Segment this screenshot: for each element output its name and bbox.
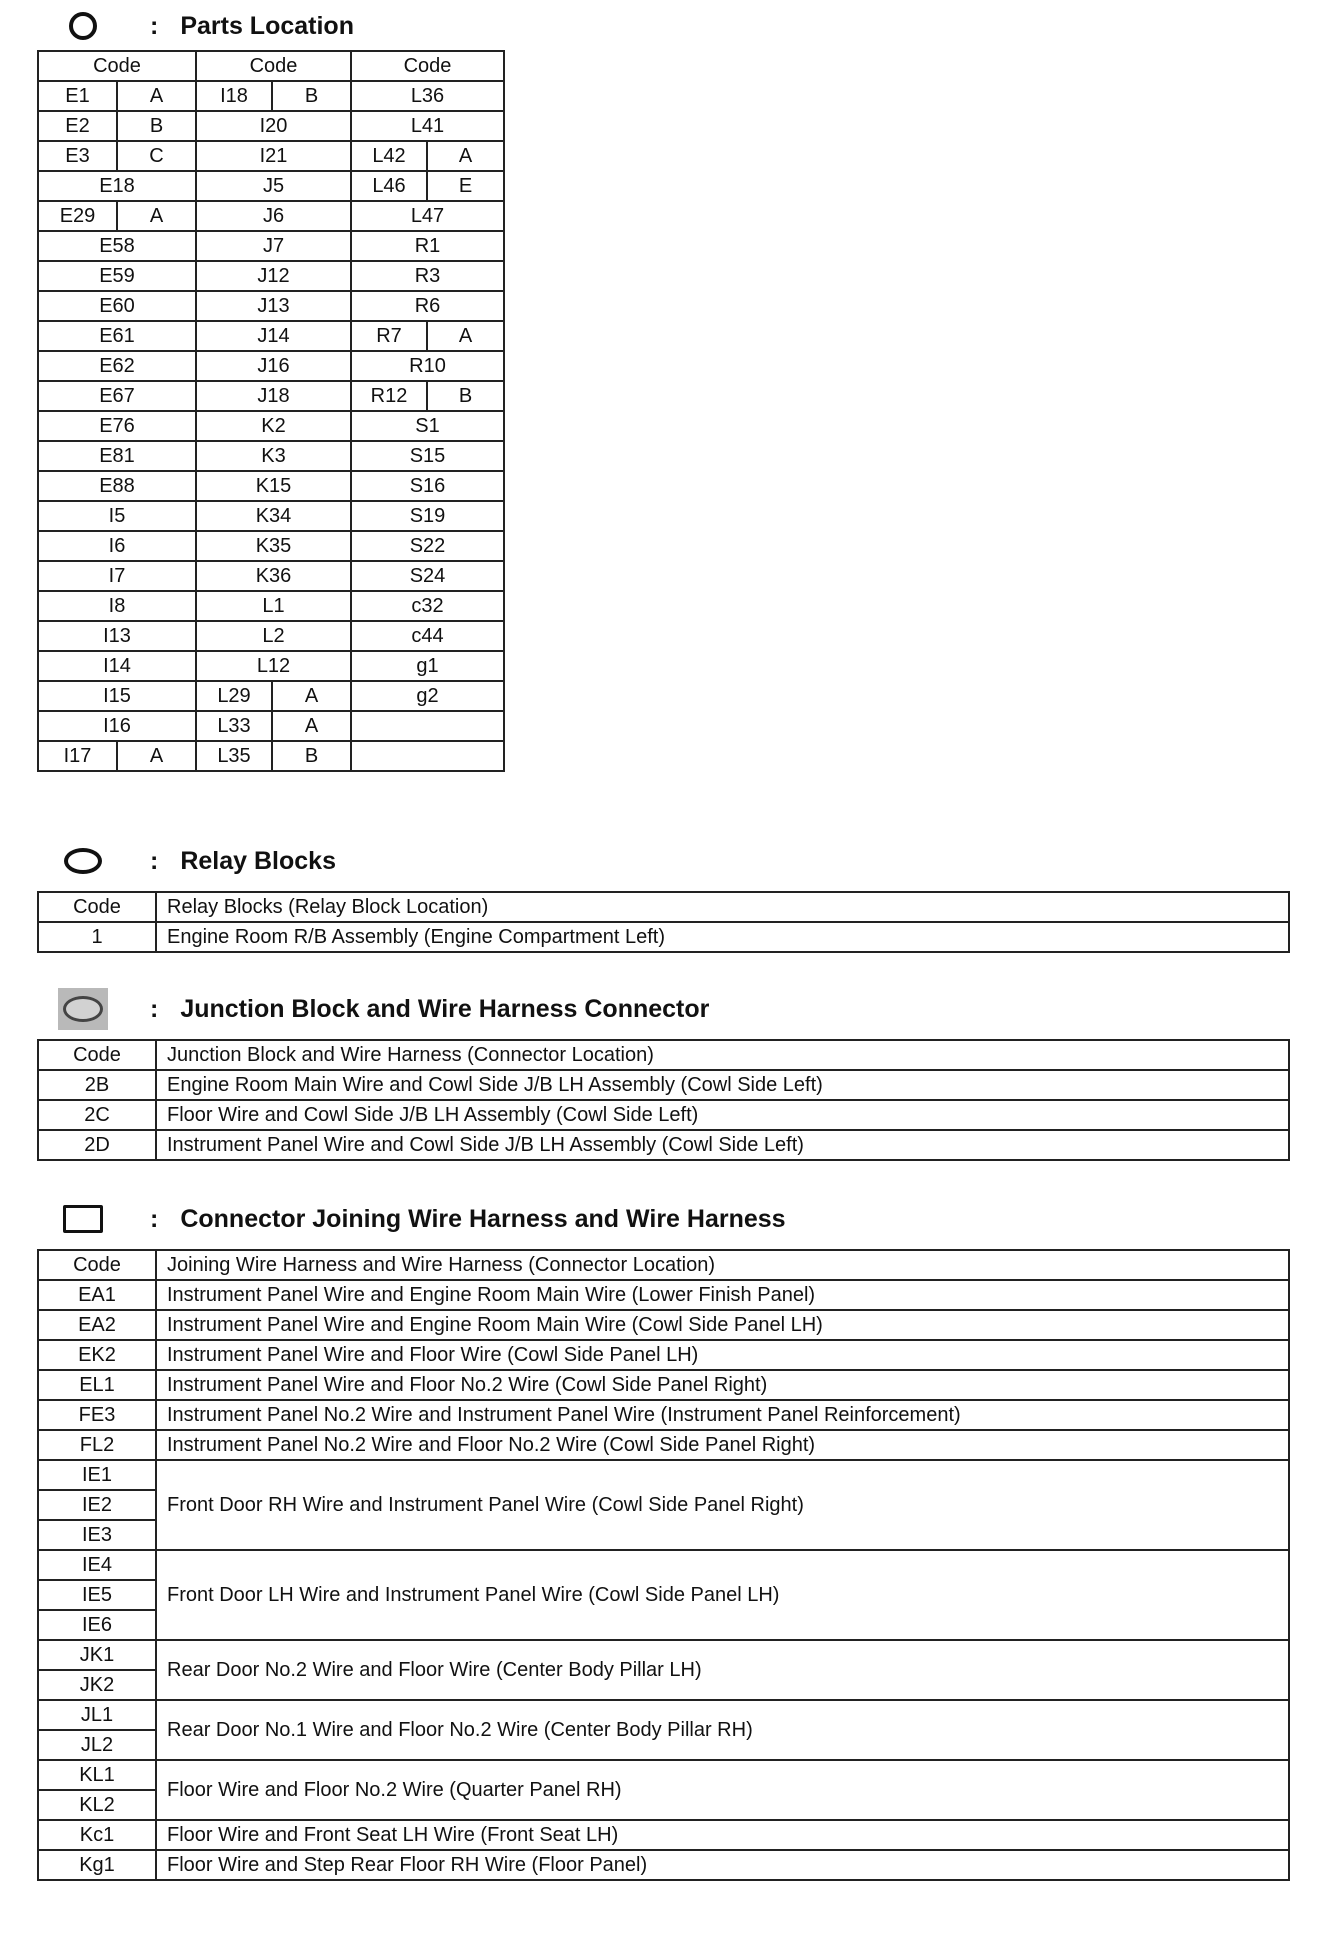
connector-location: Front Door RH Wire and Instrument Panel Wire (Cowl Side Panel Right) bbox=[156, 1460, 1289, 1550]
part-code bbox=[351, 711, 504, 741]
parts-location-title: Parts Location bbox=[180, 11, 354, 40]
column-header: Code bbox=[196, 51, 351, 81]
connector-location: Rear Door No.1 Wire and Floor No.2 Wire (Center Body Pillar RH) bbox=[156, 1700, 1289, 1760]
part-code: E62 bbox=[38, 351, 196, 381]
part-code: E29 bbox=[38, 201, 117, 231]
connector-code: FE3 bbox=[38, 1400, 156, 1430]
part-code: I5 bbox=[38, 501, 196, 531]
part-code: I18 bbox=[196, 81, 272, 111]
connector-code: 2C bbox=[38, 1100, 156, 1130]
part-code: E60 bbox=[38, 291, 196, 321]
table-row bbox=[38, 81, 504, 111]
parts-location-table bbox=[37, 50, 505, 772]
part-code: I7 bbox=[38, 561, 196, 591]
connector-code: FL2 bbox=[38, 1430, 156, 1460]
connector-code: EL1 bbox=[38, 1370, 156, 1400]
connector-code: IE1 bbox=[38, 1460, 156, 1490]
part-code: I21 bbox=[196, 141, 351, 171]
connector-joining-table bbox=[37, 1249, 1290, 1881]
connector-location: Engine Room Main Wire and Cowl Side J/B LH Assembly (Cowl Side Left) bbox=[156, 1070, 1289, 1100]
rectangle-symbol-icon bbox=[58, 1199, 108, 1239]
table-row bbox=[38, 351, 504, 381]
table-row bbox=[38, 1820, 1289, 1850]
part-code: I16 bbox=[38, 711, 196, 741]
connector-location: Instrument Panel Wire and Cowl Side J/B LH Assembly (Cowl Side Left) bbox=[156, 1130, 1289, 1160]
part-code: L1 bbox=[196, 591, 351, 621]
part-code: c32 bbox=[351, 591, 504, 621]
part-code: R7 bbox=[351, 321, 427, 351]
connector-location: Front Door LH Wire and Instrument Panel Wire (Cowl Side Panel LH) bbox=[156, 1550, 1289, 1640]
part-code: J16 bbox=[196, 351, 351, 381]
part-code: S15 bbox=[351, 441, 504, 471]
connector-code: JL2 bbox=[38, 1730, 156, 1760]
part-code: J18 bbox=[196, 381, 351, 411]
parts-location-heading: : Parts Location bbox=[58, 4, 354, 48]
part-code: E58 bbox=[38, 231, 196, 261]
part-variant: A bbox=[427, 141, 504, 171]
connector-code: IE5 bbox=[38, 1580, 156, 1610]
part-code: g2 bbox=[351, 681, 504, 711]
connector-location: Floor Wire and Front Seat LH Wire (Front Seat LH) bbox=[156, 1820, 1289, 1850]
table-row bbox=[38, 922, 1289, 952]
connector-location: Engine Room R/B Assembly (Engine Compartment Left) bbox=[156, 922, 1289, 952]
column-header: Code bbox=[351, 51, 504, 81]
connector-joining-title: Connector Joining Wire Harness and Wire Harness bbox=[180, 1204, 786, 1233]
part-code: K3 bbox=[196, 441, 351, 471]
table-row bbox=[38, 321, 504, 351]
table-row bbox=[38, 711, 504, 741]
part-variant: B bbox=[117, 111, 196, 141]
table-row bbox=[38, 441, 504, 471]
part-code: R3 bbox=[351, 261, 504, 291]
connector-location: Instrument Panel Wire and Engine Room Main Wire (Lower Finish Panel) bbox=[156, 1280, 1289, 1310]
part-code: J7 bbox=[196, 231, 351, 261]
table-row bbox=[38, 111, 504, 141]
connector-code: IE4 bbox=[38, 1550, 156, 1580]
connector-code: KL2 bbox=[38, 1790, 156, 1820]
part-code: c44 bbox=[351, 621, 504, 651]
part-code: I14 bbox=[38, 651, 196, 681]
connector-code: JK2 bbox=[38, 1670, 156, 1700]
code-header: Code bbox=[38, 1250, 156, 1280]
connector-code: KL1 bbox=[38, 1760, 156, 1790]
connector-location: Instrument Panel Wire and Engine Room Main Wire (Cowl Side Panel LH) bbox=[156, 1310, 1289, 1340]
connector-code: 2B bbox=[38, 1070, 156, 1100]
part-code: K35 bbox=[196, 531, 351, 561]
connector-code: IE6 bbox=[38, 1610, 156, 1640]
connector-code: Kg1 bbox=[38, 1850, 156, 1880]
part-code: K15 bbox=[196, 471, 351, 501]
table-row bbox=[38, 1130, 1289, 1160]
part-code: R6 bbox=[351, 291, 504, 321]
connector-location: Floor Wire and Cowl Side J/B LH Assembly (Cowl Side Left) bbox=[156, 1100, 1289, 1130]
connector-code: 1 bbox=[38, 922, 156, 952]
table-row bbox=[38, 1280, 1289, 1310]
part-code: E81 bbox=[38, 441, 196, 471]
part-variant: E bbox=[427, 171, 504, 201]
part-code: S19 bbox=[351, 501, 504, 531]
part-code: R12 bbox=[351, 381, 427, 411]
table-row bbox=[38, 1460, 1289, 1490]
part-variant: A bbox=[272, 711, 351, 741]
table-row bbox=[38, 1400, 1289, 1430]
connector-code: Kc1 bbox=[38, 1820, 156, 1850]
part-code: I20 bbox=[196, 111, 351, 141]
part-variant: A bbox=[427, 321, 504, 351]
part-code: E59 bbox=[38, 261, 196, 291]
connector-code: JK1 bbox=[38, 1640, 156, 1670]
table-row bbox=[38, 591, 504, 621]
table-row bbox=[38, 1340, 1289, 1370]
part-code: L29 bbox=[196, 681, 272, 711]
connector-code: EA2 bbox=[38, 1310, 156, 1340]
part-code: S22 bbox=[351, 531, 504, 561]
table-row bbox=[38, 1310, 1289, 1340]
part-code: E18 bbox=[38, 171, 196, 201]
table-header-row bbox=[38, 51, 504, 81]
part-code: S24 bbox=[351, 561, 504, 591]
connector-location: Instrument Panel No.2 Wire and Instrument Panel Wire (Instrument Panel Reinforcement) bbox=[156, 1400, 1289, 1430]
part-variant: B bbox=[272, 81, 351, 111]
connector-code: 2D bbox=[38, 1130, 156, 1160]
table-row bbox=[38, 1370, 1289, 1400]
location-header: Relay Blocks (Relay Block Location) bbox=[156, 892, 1289, 922]
location-header: Joining Wire Harness and Wire Harness (Connector Location) bbox=[156, 1250, 1289, 1280]
connector-code: EA1 bbox=[38, 1280, 156, 1310]
part-code bbox=[351, 741, 504, 771]
part-code: J13 bbox=[196, 291, 351, 321]
part-code: E61 bbox=[38, 321, 196, 351]
part-code: I15 bbox=[38, 681, 196, 711]
part-code: J5 bbox=[196, 171, 351, 201]
part-code: L33 bbox=[196, 711, 272, 741]
table-header-row bbox=[38, 892, 1289, 922]
connector-code: EK2 bbox=[38, 1340, 156, 1370]
connector-code: IE2 bbox=[38, 1490, 156, 1520]
part-code: L46 bbox=[351, 171, 427, 201]
table-row bbox=[38, 471, 504, 501]
table-row bbox=[38, 1700, 1289, 1730]
part-code: L36 bbox=[351, 81, 504, 111]
circle-symbol-icon bbox=[58, 6, 108, 46]
part-code: J12 bbox=[196, 261, 351, 291]
table-row bbox=[38, 501, 504, 531]
part-code: I17 bbox=[38, 741, 117, 771]
part-code: L2 bbox=[196, 621, 351, 651]
junction-block-heading: : Junction Block and Wire Harness Connector bbox=[58, 987, 709, 1031]
part-code: J14 bbox=[196, 321, 351, 351]
table-row bbox=[38, 531, 504, 561]
table-row bbox=[38, 651, 504, 681]
part-code: I8 bbox=[38, 591, 196, 621]
part-code: I6 bbox=[38, 531, 196, 561]
part-code: E67 bbox=[38, 381, 196, 411]
relay-blocks-heading: : Relay Blocks bbox=[58, 839, 336, 883]
part-variant: A bbox=[117, 741, 196, 771]
part-code: E88 bbox=[38, 471, 196, 501]
location-header: Junction Block and Wire Harness (Connector Location) bbox=[156, 1040, 1289, 1070]
part-code: E3 bbox=[38, 141, 117, 171]
part-code: E76 bbox=[38, 411, 196, 441]
junction-block-title: Junction Block and Wire Harness Connector bbox=[180, 994, 710, 1023]
part-code: L41 bbox=[351, 111, 504, 141]
connector-joining-heading: : Connector Joining Wire Harness and Wire Harness bbox=[58, 1197, 786, 1241]
relay-blocks-title: Relay Blocks bbox=[180, 846, 336, 875]
table-header-row bbox=[38, 1250, 1289, 1280]
table-row bbox=[38, 261, 504, 291]
part-code: E1 bbox=[38, 81, 117, 111]
code-header: Code bbox=[38, 1040, 156, 1070]
table-row bbox=[38, 141, 504, 171]
shaded-oval-symbol-icon bbox=[58, 989, 108, 1029]
part-code: R10 bbox=[351, 351, 504, 381]
table-row bbox=[38, 1430, 1289, 1460]
part-code: K2 bbox=[196, 411, 351, 441]
connector-location: Instrument Panel Wire and Floor No.2 Wire (Cowl Side Panel Right) bbox=[156, 1370, 1289, 1400]
table-row bbox=[38, 1640, 1289, 1670]
column-header: Code bbox=[38, 51, 196, 81]
table-row bbox=[38, 681, 504, 711]
part-code: S16 bbox=[351, 471, 504, 501]
table-row bbox=[38, 1070, 1289, 1100]
table-header-row bbox=[38, 1040, 1289, 1070]
part-variant: B bbox=[427, 381, 504, 411]
part-code: g1 bbox=[351, 651, 504, 681]
part-code: E2 bbox=[38, 111, 117, 141]
table-row bbox=[38, 1100, 1289, 1130]
relay-blocks-table bbox=[37, 891, 1290, 953]
table-row bbox=[38, 1760, 1289, 1790]
part-variant: B bbox=[272, 741, 351, 771]
table-row bbox=[38, 411, 504, 441]
part-code: J6 bbox=[196, 201, 351, 231]
part-variant: A bbox=[272, 681, 351, 711]
table-row bbox=[38, 1850, 1289, 1880]
part-variant: A bbox=[117, 81, 196, 111]
table-row bbox=[38, 381, 504, 411]
table-row bbox=[38, 201, 504, 231]
table-row bbox=[38, 621, 504, 651]
table-row bbox=[38, 171, 504, 201]
oval-symbol-icon bbox=[58, 841, 108, 881]
junction-block-table bbox=[37, 1039, 1290, 1161]
part-code: L42 bbox=[351, 141, 427, 171]
code-header: Code bbox=[38, 892, 156, 922]
connector-code: JL1 bbox=[38, 1700, 156, 1730]
connector-code: IE3 bbox=[38, 1520, 156, 1550]
part-code: R1 bbox=[351, 231, 504, 261]
part-code: K36 bbox=[196, 561, 351, 591]
part-code: L12 bbox=[196, 651, 351, 681]
part-code: L47 bbox=[351, 201, 504, 231]
connector-location: Rear Door No.2 Wire and Floor Wire (Center Body Pillar LH) bbox=[156, 1640, 1289, 1700]
part-variant: C bbox=[117, 141, 196, 171]
connector-location: Instrument Panel No.2 Wire and Floor No.2 Wire (Cowl Side Panel Right) bbox=[156, 1430, 1289, 1460]
part-variant: A bbox=[117, 201, 196, 231]
table-row bbox=[38, 1550, 1289, 1580]
part-code: S1 bbox=[351, 411, 504, 441]
table-row bbox=[38, 561, 504, 591]
connector-location: Floor Wire and Step Rear Floor RH Wire (Floor Panel) bbox=[156, 1850, 1289, 1880]
part-code: I13 bbox=[38, 621, 196, 651]
table-row bbox=[38, 231, 504, 261]
connector-location: Floor Wire and Floor No.2 Wire (Quarter Panel RH) bbox=[156, 1760, 1289, 1820]
part-code: L35 bbox=[196, 741, 272, 771]
part-code: K34 bbox=[196, 501, 351, 531]
connector-location: Instrument Panel Wire and Floor Wire (Cowl Side Panel LH) bbox=[156, 1340, 1289, 1370]
table-row bbox=[38, 291, 504, 321]
table-row bbox=[38, 741, 504, 771]
